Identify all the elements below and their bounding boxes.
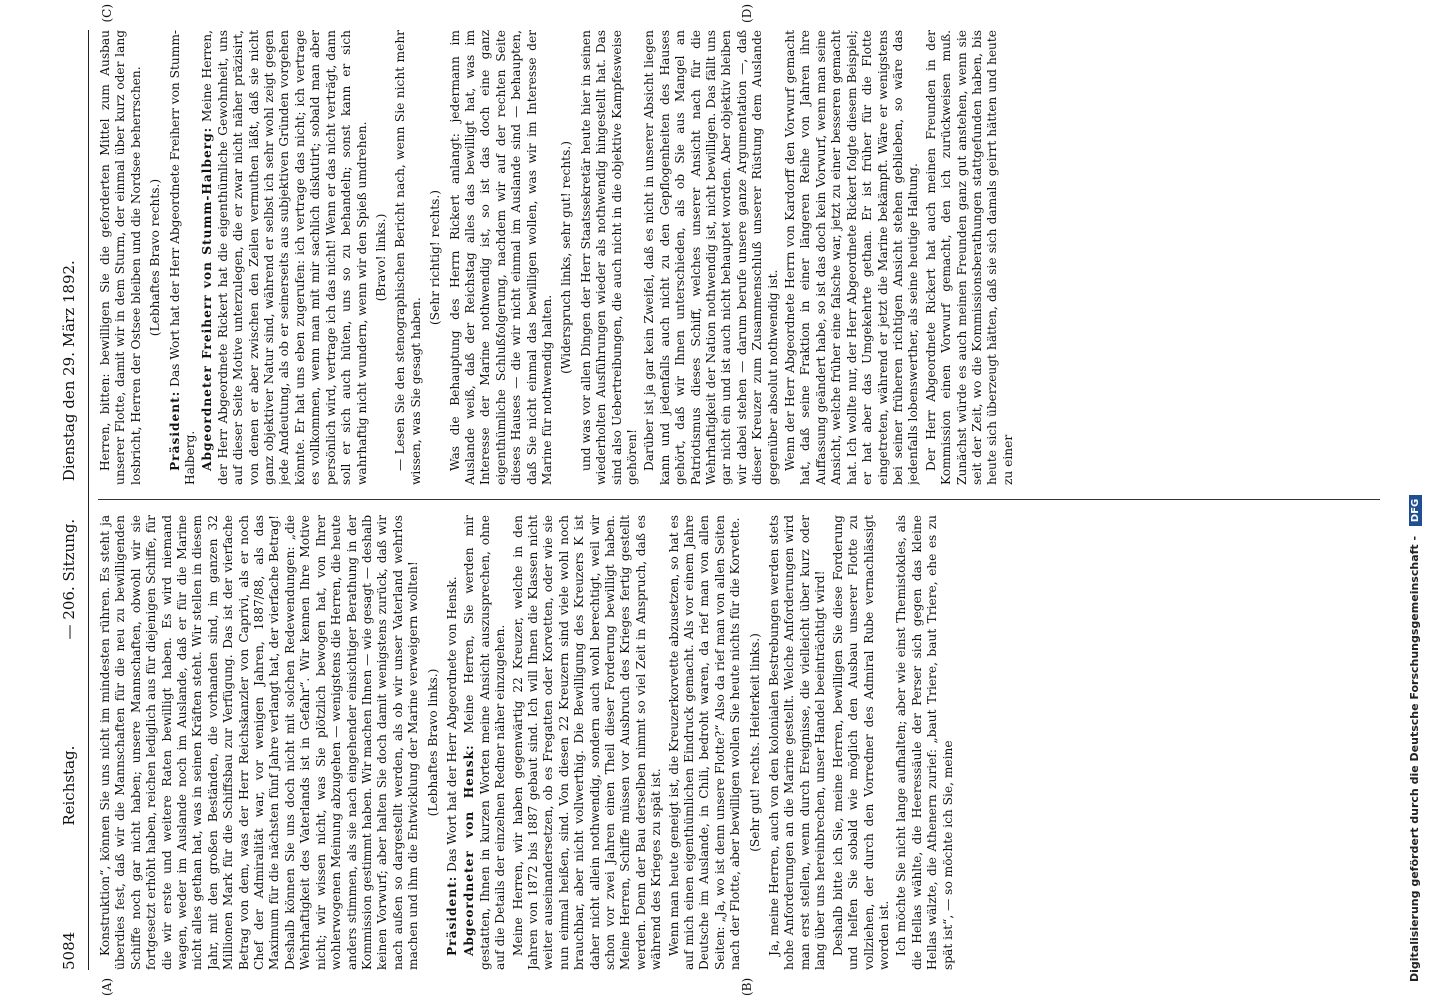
left-text-column [98, 515, 1380, 970]
paragraph: und was vor allen Dingen der Herr Staatssekretär heute hier in seinen wiederholten Ausführungen wieder als nothwendig hingestellt hat. Das sind also Uebertreibungen, die auch nicht in die objektive Kampfesweise gehören! [578, 30, 639, 485]
header-right [60, 30, 78, 481]
paragraph: Abgeordneter von Hensk: Meine Herren, Sie werden mir gestatten, Ihnen in kurzen Worten meine Ansicht auszusprechen, ohne auf die Details der einzelnen Redner näher einzugehen. [462, 515, 508, 970]
paragraph: Wenn der Herr Abgeordnete Herrn von Kardorff den Vorwurf gemacht hat, daß seine Fraktion in einer längeren Reihe von Jahren ihre Auffassung geändert habe, so ist das doch kein Vorwurf, wenn man seine Ansicht, welche früher eine falsche war, jetzt zu einer besseren gemacht hat. Ich wollte nur, der Herr Abgeordnete Rickert folgte diesem Beispiel; er hat aber das Umgekehrte gethan. Er ist früher für die Flotte eingetreten, während er jetzt die Marine bekämpft. Wäre er wenigstens bei seiner früheren richtigen Ansicht stehen geblieben, so wäre das jedenfalls lobenswerther, als seine heutige Haltung. [783, 30, 921, 485]
stage-direction: (Sehr gut! rechts. Heiterkeit links.) [747, 633, 762, 852]
stage-direction: (Sehr richtig! rechts.) [428, 189, 443, 326]
page-header [60, 30, 89, 970]
stage-direction: (Lebhaftes Bravo rechts.) [148, 178, 163, 337]
speaker-name: Präsident: [444, 875, 459, 956]
stage-direction: (Lebhaftes Bravo links.) [425, 668, 440, 817]
paragraph: Konstruktion“, können Sie uns nicht im mindesten rühren. Es steht ja überdies fest, daß wir die Mannschaften für die neu zu bewilligenden Schiffe noch gar nicht haben; unsere Mannschaften, obwohl wir sie fortgesetzt erhöht haben, reichen lediglich aus für diejenigen Schiffe, für die wir erste und weitere Raten bewilligt haben. Es wird niemand wagen, weder im Auslande noch im Auslande, daß er für die Marine nicht alles gethan hat, was in seinen Kräften steht. Wir stellen in diesem Jahr, mit den großen Beständen, die vorhanden sind, im ganzen 32 Millionen Mark für die Schiffsbau zur Verfügung. Das ist der vierfache Betrag von dem, was der Herr Reichskanzler von Caprivi, als er noch Chef der Admiralität war, vor wenigen Jahren, 1887/88, als das Maximum für die nächsten fünf Jahre verlangt hat, der vierfache Betrag! Deshalb können Sie uns doch nicht mit solchen Redewendungen: „die Wehrhaftigkeit des Vaterlands ist in Gefahr“. Wir kennen Ihre Motive nicht; wir wissen nicht, was Sie plötzlich bewogen hat, von Ihrer wohlerwogenen Meinung abzugehen — wenigstens die Herren, die heute anders stimmen, als sie nach eingehender einsichtiger Berathung in der Kommission gestimmt haben. Wir machen Ihnen — wie gesagt — deshalb keinen Vorwurf; aber halten Sie doch damit wenigstens zurück, daß wir nach außen so dargestellt werden, als ob wir unser Vaterland wehrlos machen und ihm die Entwicklung der Marine verweigern wollten! [98, 515, 421, 970]
dfg-logo: DFG [1409, 495, 1422, 526]
paragraph: Was die Behauptung des Herrn Rickert anlangt: jedermann im Auslande weiß, daß der Reichstag alles das bewilligt hat, was im Interesse der Marine nothwendig ist, so ist das doch eine ganz eigenthümliche Schlußfolgerung, nachdem wir auf der rechten Seite dieses Hauses — die wir nicht einmal im Auslande sind — behaupten, daß Sie nicht einmal das bewilligen wollen, was wir im Interesse der Marine für nothwendig halten. [447, 30, 554, 485]
paragraph: — Lesen Sie den stenographischen Bericht nach, wenn Sie nicht mehr wissen, was Sie gesagt haben. [393, 30, 423, 485]
stage-direction: (Bravo! links.) [373, 213, 388, 302]
paragraph: Der Herr Abgeordnete Rickert hat auch meinen Freunden in der Kommission einen Vorwurf gemacht, den ich zurückweisen muß. Zunächst würde es auch meinen Freunden ganz gut anstehen, wenn sie seit der Zeit, wo die Kommissionsberathungen stattgefunden haben, bis heute sich überzeugt hätten, daß sie sich damals geirrt hätten und heute zu einer [923, 30, 1015, 485]
paragraph: Präsident: Das Wort hat der Herr Abgeordnete von Hensk. [444, 576, 459, 956]
paragraph: Meine Herren, wir haben gegenwärtig 22 Kreuzer, welche in den Jahren von 1872 bis 1887 gebaut sind. Ich will Ihnen die Klassen nicht weiter auseinandersetzen, ob es Fregatten oder Korvetten, oder wie sie nun einmal heißen, sind. Von diesen 22 Kreuzern sind viele wohl noch brauchbar, aber nicht vollwerthig. Die Bewilligung des Kreuzers K ist daher nicht allein nothwendig, sondern auch wohl berechtigt, weil wir schon vor zwei Jahren einen Theil dieser Forderung bewilligt haben. Meine Herren, Schiffe müssen vor Ausbruch des Krieges fertig gestellt werden. Denn der Bau derselben nimmt so viel Zeit in Anspruch, daß es während des Krieges zu spät ist. [510, 515, 664, 970]
session-date: Dienstag den 29. März 1892. [60, 260, 78, 482]
credit-text: Digitalisierung gefördert durch die Deutsche Forschungsgemeinschaft - [1408, 535, 1421, 982]
paragraph: Abgeordneter Freiherr von Stumm-Halberg: Meine Herren, der Herr Abgeordnete Rickert hat die eigenthümliche Gewohnheit, uns auf dieser Seite Motive unterzulegen, die er zwar nicht näher präzisirt, von denen er aber zwischen den Zeilen vermuthen läßt, daß sie nicht ganz objektiver Natur sind, während er selbst ich sehr wohl zeigt gegen jede Andeutung, als ob er seinerseits aus subjektiven Gründen vorgehen könnte. Er hat uns eben zugerufen: ich vertrage das nicht; ich vertrage es vollkommen, wenn man mit mir sachlich diskutirt; sobald man aber persönlich wird, vertrage ich das nicht! Wenn er das nicht verträgt, dann soll er sich auch hüten, uns so zu behandeln; sonst kann er sich wahrhaftig nicht wundern, wenn wir den Spieß umdrehen. [200, 30, 369, 485]
paragraph: Präsident: Das Wort hat der Herr Abgeordnete Freiherr von Stumm-Halberg. [167, 30, 198, 485]
paragraph: Ich möchte Sie nicht lange aufhalten; aber wie einst Themistokles, als die Hellas wählte, die Heeressäule der Perser sich gegen das kleine Hellas wälzte, die Athenern zurief: „baut Triere, baut Triere, ehe es zu spät ist“, — so möchte ich Sie, meine [894, 515, 955, 970]
paragraph: Herren, bitten: bewilligen Sie die geforderten Mittel zum Ausbau unserer Flotte, damit wir in dem Sturm, der einmal über kurz oder lang losbricht, Herren der Ostsee bleiben und die Nordsee beherrschen. [98, 30, 143, 485]
speaker-name: Abgeordneter Freiherr von Stumm-Halberg: [200, 126, 215, 471]
column-divider [98, 499, 1380, 500]
header-left [60, 519, 78, 970]
right-text-column [98, 30, 1380, 485]
margin-mark-c: (C) [100, 4, 114, 23]
paragraph: Darüber ist ja gar kein Zweifel, daß es nicht in unserer Absicht liegen kann und jedenfalls auch nicht zu den Gepflogenheiten des Hauses gehört, daß wir Ihnen unterschieden, als ob Sie aus Mangel an Patriotismus dieses Schiff, welches unserer Ansicht nach für die Wehrhaftigkeit der Nation nothwendig ist, nicht bewilligen. Das fällt uns gar nicht ein und ist auch nicht behauptet worden. Aber objektiv bleiben wir dabei stehen — darum berufe unsere ganze Argumentation —, daß dieser Kreuzer zum Zusammenschluß unserer Rüstung dem Auslande gegenüber absolut nothwendig ist. [642, 30, 780, 485]
stage-direction: (Widerspruch links, sehr gut! rechts.) [559, 141, 574, 374]
margin-mark-b: (B) [740, 977, 754, 996]
paragraph: Deshalb bitte ich Sie, meine Herren, bewilligen Sie diese Forderung und helfen Sie sobald wie möglich den Ausbau unserer Flotte zu vollziehen, der durch den Vorredner des Admiral Rube vernachlässigt worden ist. [830, 515, 891, 970]
speaker-name: Abgeordneter von Hensk: [462, 744, 477, 956]
paragraph: Wenn man heute geneigt ist, die Kreuzerkorvette abzusetzen, so hat es auf mich einen eigenthümlichen Eindruck gemacht. Als vor einem Jahre Deutsche im Auslande, in Chili, bedroht waren, da rief man von allen Seiten: „Ja, wo ist denn unsere Flotte?“ Also da rief man von allen Seiten nach der Flotte, aber bewilligen wollen Sie heute nichts für die Korvette. [666, 515, 743, 970]
margin-mark-a: (A) [100, 977, 114, 996]
page-number: 5084 [60, 931, 78, 970]
margin-mark-d: (D) [740, 4, 754, 23]
paragraph: Ja, meine Herren, auch von den kolonialen Bestrebungen werden stets hohe Anforderungen an die Marine gestellt. Welche Anforderungen wird man erst stellen, wenn durch Ereignisse, die vielleicht über kurz oder lang über uns hereinbrechen, unser Handel beeinträchtigt wird! [767, 515, 828, 970]
digitization-credit [1408, 0, 1428, 1000]
speaker-name: Präsident: [167, 390, 182, 471]
session-label: — 206. Sitzung. [60, 518, 78, 640]
parliament-name: Reichstag. [60, 745, 78, 826]
